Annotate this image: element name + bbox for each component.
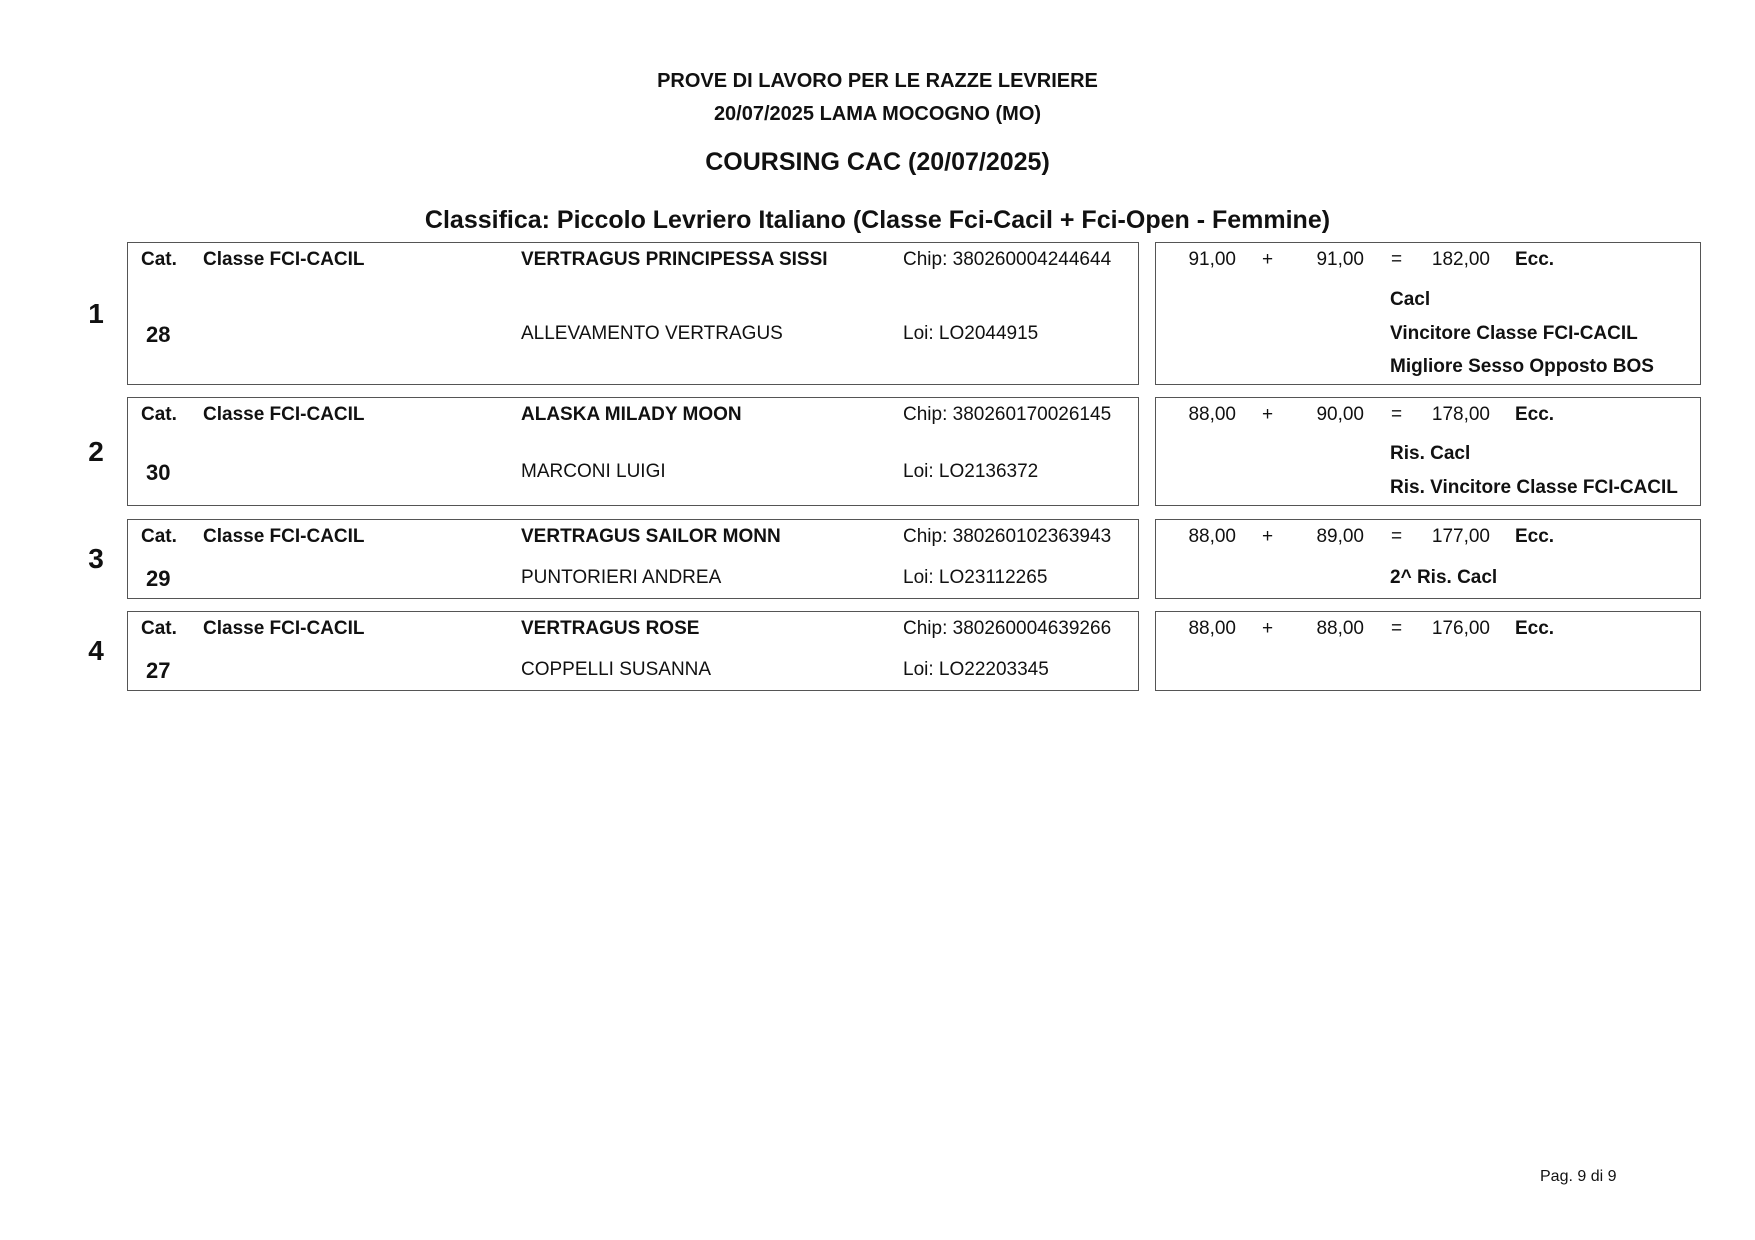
class-label: Classe FCI-CACIL xyxy=(203,249,365,270)
cat-label: Cat. xyxy=(141,618,177,639)
class-label: Classe FCI-CACIL xyxy=(203,618,365,639)
page-number: Pag. 9 di 9 xyxy=(1540,1168,1617,1185)
owner-name: COPPELLI SUSANNA xyxy=(521,659,712,680)
award-label: Vincitore Classe FCI-CACIL xyxy=(1390,323,1638,344)
total-score: 177,00 xyxy=(1431,526,1490,547)
chip-number: Chip: 380260102363943 xyxy=(903,526,1112,547)
cat-label: Cat. xyxy=(141,526,177,547)
award-label: Ris. Cacl xyxy=(1390,443,1471,464)
dog-name: ALASKA MILADY MOON xyxy=(521,404,742,425)
chip-number: Chip: 380260170026145 xyxy=(903,404,1112,425)
award-label: Migliore Sesso Opposto BOS xyxy=(1390,356,1654,377)
plus-sign: + xyxy=(1262,618,1274,639)
plus-sign: + xyxy=(1262,404,1274,425)
dog-info-box xyxy=(127,611,1139,691)
score-run-1: 88,00 xyxy=(1188,404,1236,425)
score-run-2: 89,00 xyxy=(1316,526,1364,547)
catalog-number: 29 xyxy=(146,566,171,591)
dog-info-box xyxy=(127,397,1139,506)
loi-number: Loi: LO22203345 xyxy=(903,659,1049,680)
score-run-2: 91,00 xyxy=(1316,249,1364,270)
score-run-2: 88,00 xyxy=(1316,618,1364,639)
cat-label: Cat. xyxy=(141,249,177,270)
dog-name: VERTRAGUS SAILOR MONN xyxy=(521,526,781,547)
dog-name: VERTRAGUS PRINCIPESSA SISSI xyxy=(521,249,828,270)
plus-sign: + xyxy=(1262,526,1274,547)
qualifica: Ecc. xyxy=(1515,249,1555,270)
rank-number: 2 xyxy=(88,435,104,467)
owner-name: ALLEVAMENTO VERTRAGUS xyxy=(521,323,783,344)
score-box xyxy=(1155,611,1701,691)
award-label: Cacl xyxy=(1390,289,1431,310)
equals-sign: = xyxy=(1391,526,1403,547)
catalog-number: 28 xyxy=(146,322,171,347)
equals-sign: = xyxy=(1391,249,1403,270)
loi-number: Loi: LO2136372 xyxy=(903,461,1039,482)
document-title: PROVE DI LAVORO PER LE RAZZE LEVRIERE xyxy=(657,70,1098,92)
score-box xyxy=(1155,519,1701,599)
score-run-2: 90,00 xyxy=(1316,404,1364,425)
event-date-location: 20/07/2025 LAMA MOCOGNO (MO) xyxy=(713,103,1042,125)
score-box xyxy=(1155,242,1701,385)
chip-number: Chip: 380260004639266 xyxy=(903,618,1112,639)
total-score: 178,00 xyxy=(1431,404,1490,425)
catalog-number: 30 xyxy=(146,460,171,485)
dog-info-box xyxy=(127,519,1139,599)
qualifica: Ecc. xyxy=(1515,526,1555,547)
award-label: Ris. Vincitore Classe FCI-CACIL xyxy=(1390,477,1678,498)
dog-name: VERTRAGUS ROSE xyxy=(521,618,700,639)
owner-name: PUNTORIERI ANDREA xyxy=(521,567,722,588)
score-run-1: 88,00 xyxy=(1188,618,1236,639)
score-box xyxy=(1155,397,1701,506)
event-name: COURSING CAC (20/07/2025) xyxy=(705,148,1050,176)
total-score: 182,00 xyxy=(1431,249,1490,270)
catalog-number: 27 xyxy=(146,658,171,683)
cat-label: Cat. xyxy=(141,404,177,425)
rank-number: 4 xyxy=(88,635,104,666)
ranking-title: Classifica: Piccolo Levriero Italiano (Classe Fci-Cacil + Fci-Open - Femmine) xyxy=(424,206,1331,234)
owner-name: MARCONI LUIGI xyxy=(521,461,666,482)
equals-sign: = xyxy=(1391,404,1403,425)
score-run-1: 91,00 xyxy=(1188,249,1236,270)
chip-number: Chip: 380260004244644 xyxy=(903,249,1112,270)
dog-info-box xyxy=(127,242,1139,385)
total-score: 176,00 xyxy=(1431,618,1490,639)
loi-number: Loi: LO23112265 xyxy=(903,567,1048,588)
equals-sign: = xyxy=(1391,618,1403,639)
qualifica: Ecc. xyxy=(1515,618,1555,639)
loi-number: Loi: LO2044915 xyxy=(903,323,1039,344)
plus-sign: + xyxy=(1262,249,1274,270)
rank-number: 3 xyxy=(88,543,104,574)
class-label: Classe FCI-CACIL xyxy=(203,404,365,425)
qualifica: Ecc. xyxy=(1515,404,1555,425)
class-label: Classe FCI-CACIL xyxy=(203,526,365,547)
rank-number: 1 xyxy=(88,297,104,329)
award-label: 2^ Ris. Cacl xyxy=(1390,567,1498,588)
score-run-1: 88,00 xyxy=(1188,526,1236,547)
